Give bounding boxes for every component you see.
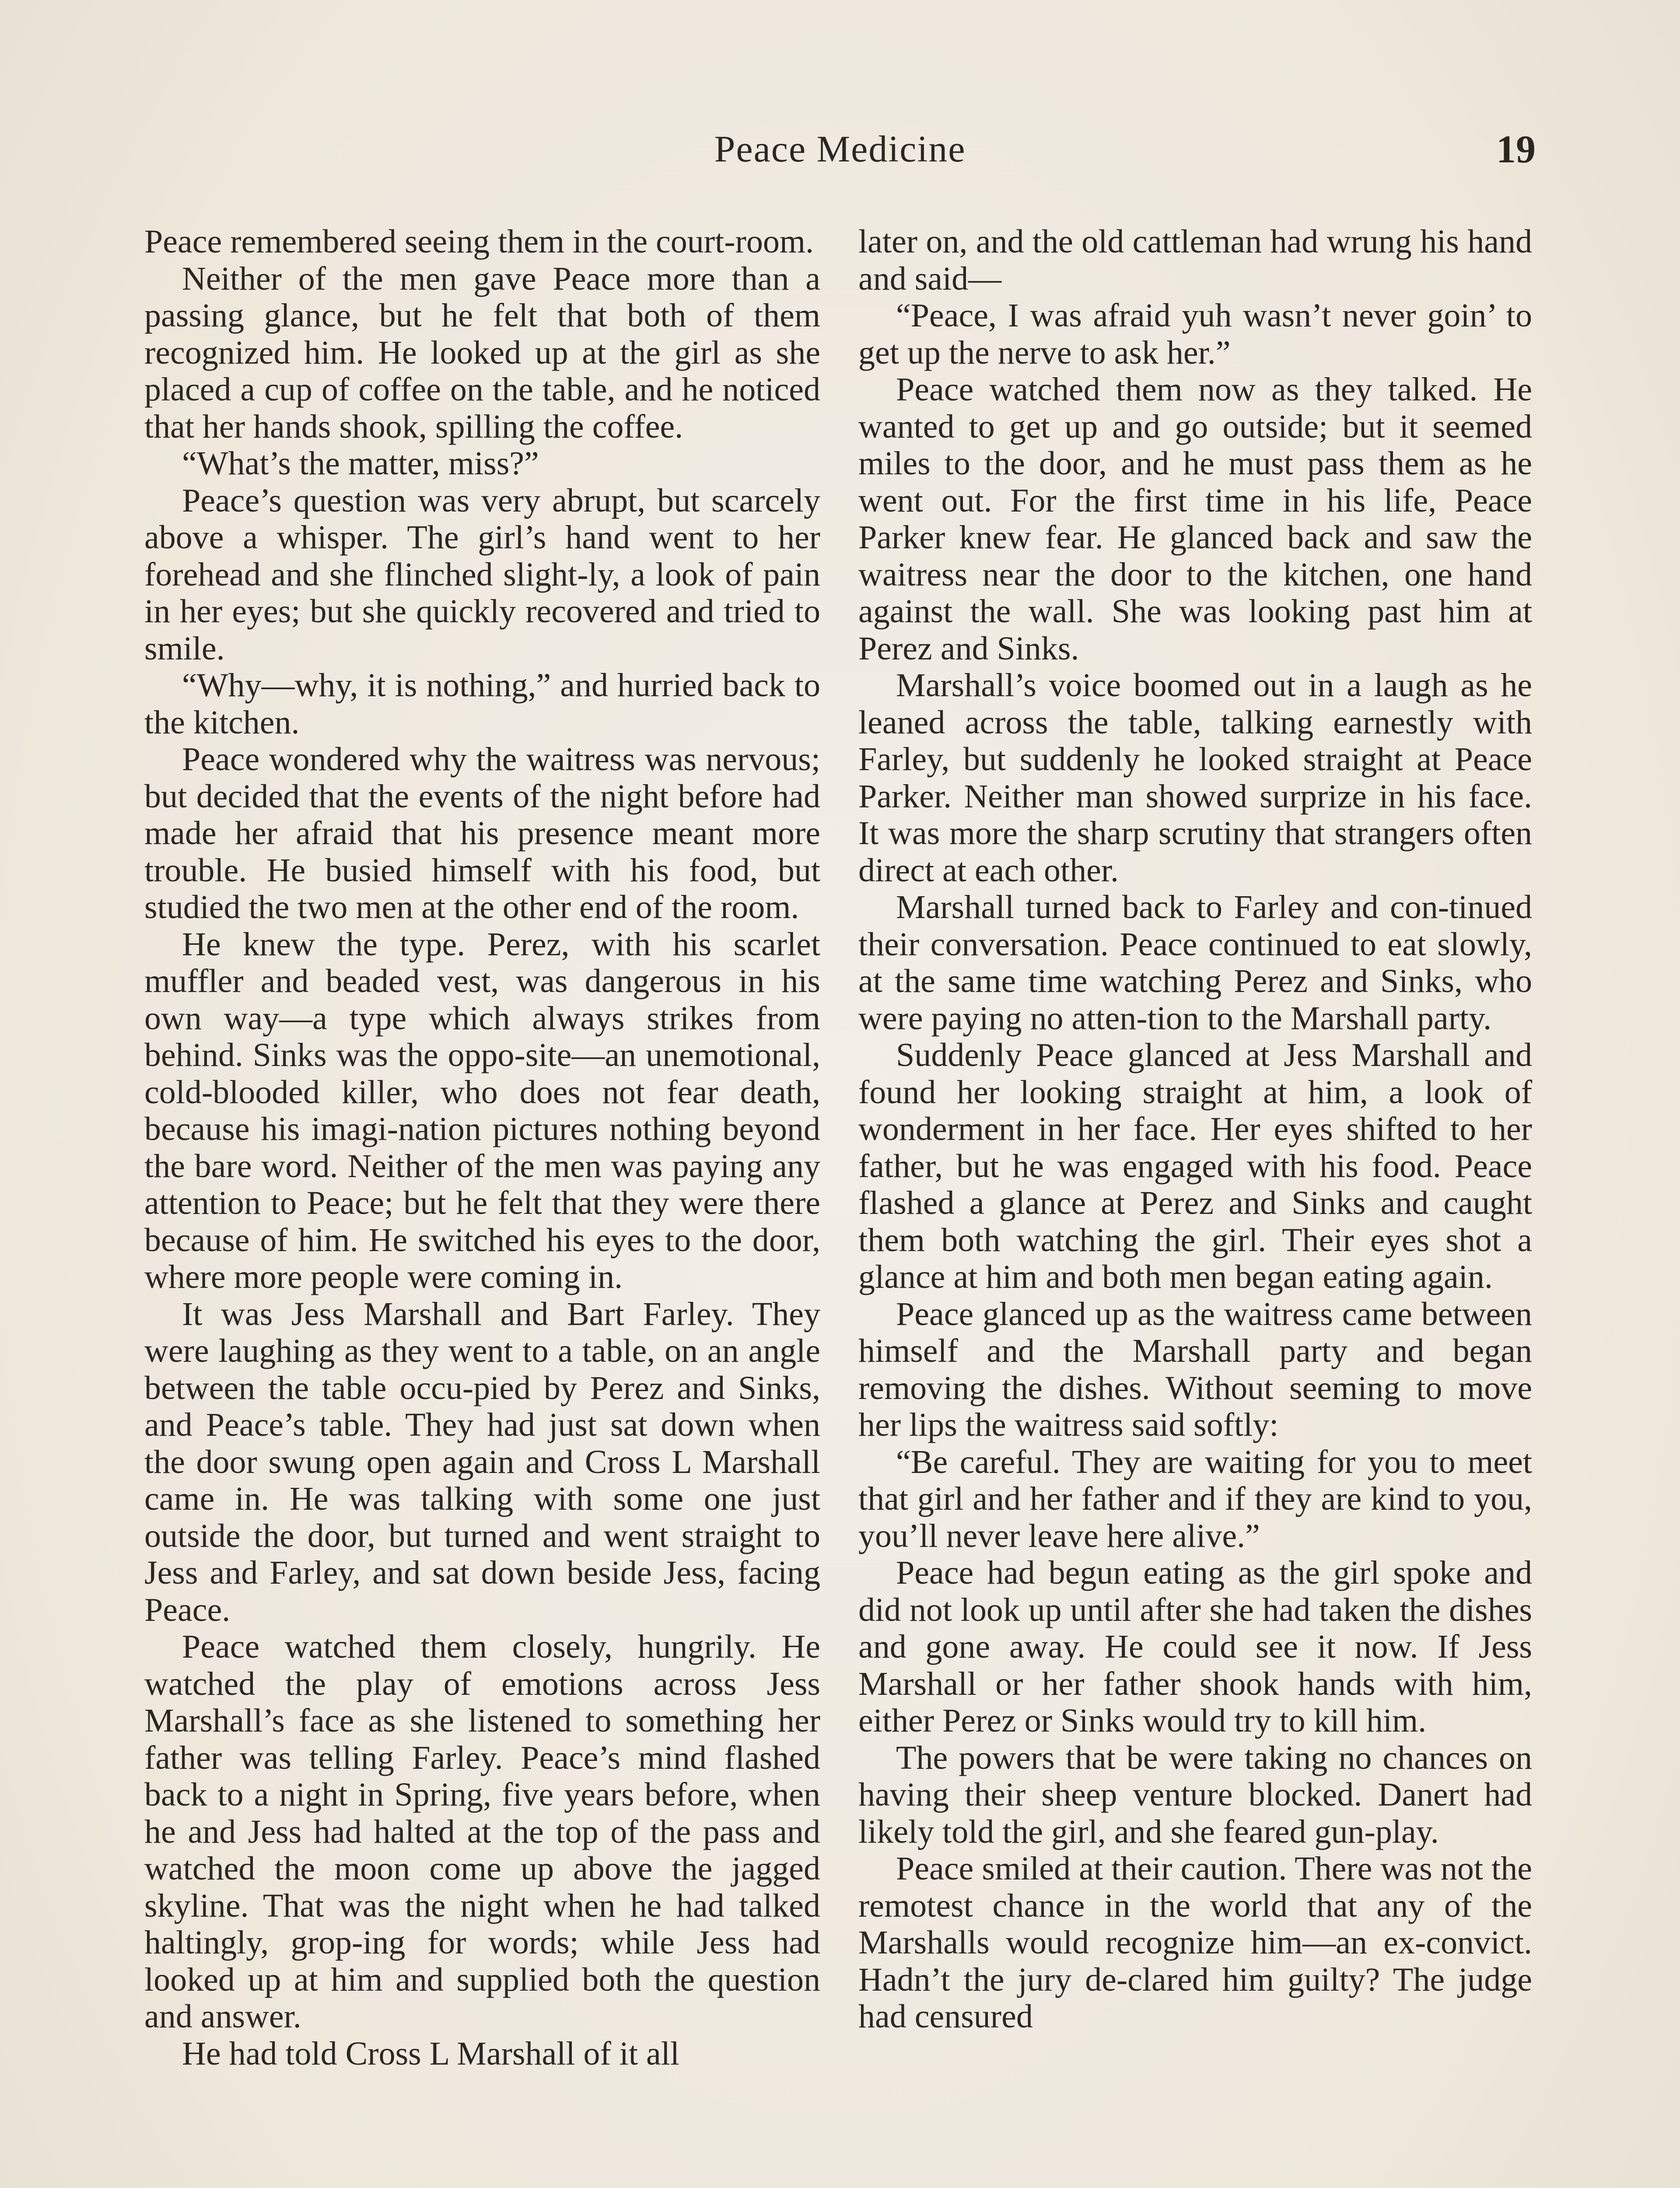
right-column xyxy=(858,223,1532,2035)
paragraph: He knew the type. Perez, with his scarlet muffler and beaded vest, was dangerous in his own way—a type which always strikes from behind. Sinks was the oppo-site—an unemotional, cold-blooded killer, who does not fear death, because his imagi-nation pictures nothing beyond the bare word. Neither of the men was paying any attention to Peace; but he felt that they were there because of him. He switched his eyes to the door, where more people were coming in. xyxy=(144,926,820,1295)
paragraph: “Why—why, it is nothing,” and hurried back to the kitchen. xyxy=(144,667,820,741)
paragraph: Peace watched them closely, hungrily. He watched the play of emotions across Jess Marshall’s face as she listened to something her father was telling Farley. Peace’s mind flashed back to a night in Spring, five years before, when he and Jess had halted at the top of the pass and watched the moon come up above the jagged skyline. That was the night when he had talked haltingly, grop-ing for words; while Jess had looked up at him and supplied both the question and answer. xyxy=(144,1628,820,2035)
left-column xyxy=(144,223,820,2072)
paragraph: It was Jess Marshall and Bart Farley. They were laughing as they went to a table, on an angle between the table occu-pied by Perez and Sinks, and Peace’s table. They had just sat down when the door swung open again and Cross L Marshall came in. He was talking with some one just outside the door, but turned and went straight to Jess and Farley, and sat down beside Jess, facing Peace. xyxy=(144,1295,820,1628)
paragraph: Peace remembered seeing them in the court-room. xyxy=(144,223,814,260)
paragraph: The powers that be were taking no chances on having their sheep venture blocked. Danert had likely told the girl, and she feared gun-play. xyxy=(858,1739,1532,1850)
paragraph: “What’s the matter, miss?” xyxy=(182,445,539,482)
page-header xyxy=(144,127,1536,184)
paragraph: later on, and the old cattleman had wrung his hand and said— xyxy=(858,223,1532,297)
paragraph: Neither of the men gave Peace more than a passing glance, but he felt that both of them recognized him. He looked up at the girl as she placed a cup of coffee on the table, and he noticed that her hands shook, spilling the coffee. xyxy=(144,260,820,445)
running-title: Peace Medicine xyxy=(714,128,966,170)
paragraph: Suddenly Peace glanced at Jess Marshall and found her looking straight at him, a look of wonderment in her face. Her eyes shifted to her father, but he was engaged with his food. Peace flashed a glance at Perez and Sinks and caught them both watching the girl. Their eyes shot a glance at him and both men began eating again. xyxy=(858,1037,1532,1295)
paragraph: “Peace, I was afraid yuh wasn’t never goin’ to get up the nerve to ask her.” xyxy=(858,297,1532,371)
paragraph: Peace smiled at their caution. There was not the remotest chance in the world that any of the Marshalls would recognize him—an ex-convict. Hadn’t the jury de-clared him guilty? The judge had censured xyxy=(858,1850,1532,2035)
paragraph: Peace watched them now as they talked. He wanted to get up and go outside; but it seemed miles to the door, and he must pass them as he went out. For the first time in his life, Peace Parker knew fear. He glanced back and saw the waitress near the door to the kitchen, one hand against the wall. She was looking past him at Perez and Sinks. xyxy=(858,371,1532,667)
paragraph: He had told Cross L Marshall of it all xyxy=(182,2035,679,2072)
paragraph: Peace’s question was very abrupt, but scarcely above a whisper. The girl’s hand went to her forehead and she flinched slight-ly, a look of pain in her eyes; but she quickly recovered and tried to smile. xyxy=(144,482,820,667)
page-number: 19 xyxy=(1496,128,1536,171)
paragraph: Peace had begun eating as the girl spoke and did not look up until after she had taken the dishes and gone away. He could see it now. If Jess Marshall or her father shook hands with him, either Perez or Sinks would try to kill him. xyxy=(858,1554,1532,1739)
paragraph: Marshall turned back to Farley and con-tinued their conversation. Peace continued to eat slowly, at the same time watching Perez and Sinks, who were paying no atten-tion to the Marshall party. xyxy=(858,889,1532,1037)
paragraph: Marshall’s voice boomed out in a laugh as he leaned across the table, talking earnestly with Farley, but suddenly he looked straight at Peace Parker. Neither man showed surprize in his face. It was more the sharp scrutiny that strangers often direct at each other. xyxy=(858,667,1532,889)
paragraph: Peace wondered why the waitress was nervous; but decided that the events of the night before had made her afraid that his presence meant more trouble. He busied himself with his food, but studied the two men at the other end of the room. xyxy=(144,741,820,926)
paragraph: Peace glanced up as the waitress came between himself and the Marshall party and began removing the dishes. Without seeming to move her lips the waitress said softly: xyxy=(858,1295,1532,1443)
paragraph: “Be careful. They are waiting for you to meet that girl and her father and if they are kind to you, you’ll never leave here alive.” xyxy=(858,1443,1532,1554)
